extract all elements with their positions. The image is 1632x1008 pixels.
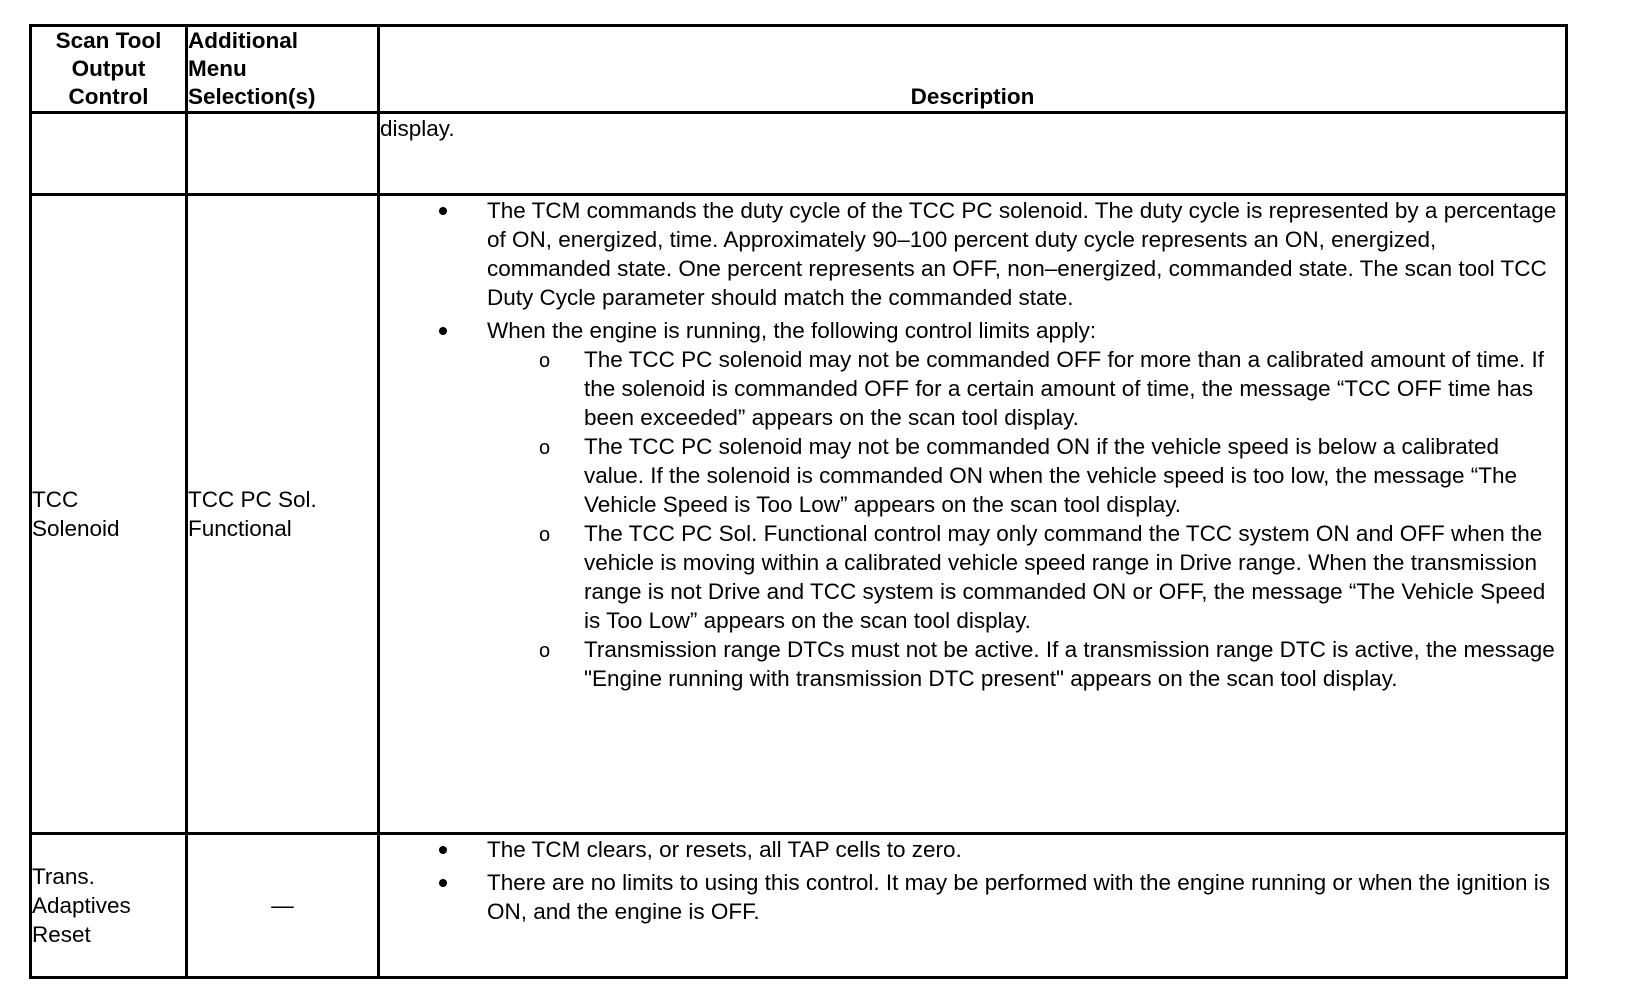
circle-bullet-icon: o xyxy=(539,437,551,459)
bullet-list xyxy=(380,835,1565,926)
sub-list-item: o The TCC PC solenoid may not be commanded OFF for more than a calibrated amount of time. If the solenoid is commanded OFF for a certain amount of time, the message “TCC OFF time has been exceeded” appears on the scan tool display. xyxy=(539,347,1545,430)
description-cell xyxy=(379,834,1567,978)
empty-cell xyxy=(187,113,379,195)
description-cell xyxy=(379,195,1567,834)
bullet-list xyxy=(380,196,1565,693)
list-item: When the engine is running, the following control limits apply: o The TCC PC solenoid may not be commanded OFF for more than a calibrated amount of time. If the solenoid is commanded OFF for a certain amount of time, the message “TCC OFF time has been exceeded” appears on the scan tool display. o The TCC PC solenoid may not be commanded ON if the vehicle speed is below a calibrated value. If the solenoid is commanded ON when the vehicle speed is too low, the message “The Vehicle Speed is Too Low” appears on the scan tool display. o The TCC PC Sol. Functional control may only command the TCC system ON and OFF when the vehicle is moving within a calibrated vehicle speed range in Drive range. When the transmission range is not Drive and TCC system is commanded ON or OFF, the message “The Vehicle Speed is Too Low” appears on the scan tool display. o Transmission range DTCs must not be active. If a transmission range DTC is active, the message "Engine running with transmission DTC present" appears on the scan tool display. xyxy=(380,316,1565,693)
bullet-icon xyxy=(439,879,447,887)
header-scan-tool-output-control: Scan Tool Output Control xyxy=(31,26,187,113)
list-item: The TCM commands the duty cycle of the TCC PC solenoid. The duty cycle is represented by a percentage of ON, energized, time. Approximately 90–100 percent duty cycle represents an ON, energized, commanded state. One percent represents an OFF, non–energized, commanded state. The scan tool TCC Duty Cycle parameter should match the commanded state. xyxy=(380,196,1565,312)
header-row xyxy=(31,26,1567,113)
menu-selection-cell: — xyxy=(187,834,379,978)
output-control-cell: TCC Solenoid xyxy=(31,195,187,834)
bullet-icon xyxy=(439,327,447,335)
header-description: Description xyxy=(379,26,1567,113)
table-row xyxy=(31,113,1567,195)
circle-bullet-icon: o xyxy=(539,350,551,372)
circle-bullet-icon: o xyxy=(539,524,551,546)
sub-bullet-list xyxy=(487,345,1565,693)
continued-description: display. xyxy=(379,113,1567,195)
list-item: There are no limits to using this control. It may be performed with the engine running or when the ignition is ON, and the engine is OFF. xyxy=(380,868,1565,926)
bullet-icon xyxy=(439,846,447,854)
table-row xyxy=(31,195,1567,834)
header-additional-menu-selections: Additional Menu Selection(s) xyxy=(187,26,379,113)
circle-bullet-icon: o xyxy=(539,640,551,662)
output-control-cell: Trans. Adaptives Reset xyxy=(31,834,187,978)
scan-tool-output-control-table xyxy=(29,24,1568,979)
sub-list-item: o The TCC PC Sol. Functional control may only command the TCC system ON and OFF when the vehicle is moving within a calibrated vehicle speed range in Drive range. When the transmission range is not Drive and TCC system is commanded ON or OFF, the message “The Vehicle Speed is Too Low” appears on the scan tool display. xyxy=(539,521,1546,633)
sub-list-item: o The TCC PC solenoid may not be commanded ON if the vehicle speed is below a calibrated value. If the solenoid is commanded ON when the vehicle speed is too low, the message “The Vehicle Speed is Too Low” appears on the scan tool display. xyxy=(539,434,1518,517)
menu-selection-cell: TCC PC Sol. Functional xyxy=(187,195,379,834)
sub-list-item: o Transmission range DTCs must not be active. If a transmission range DTC is active, the message "Engine running with transmission DTC present" appears on the scan tool display. xyxy=(539,637,1555,691)
bullet-icon xyxy=(439,207,447,215)
table-row xyxy=(31,834,1567,978)
list-item: The TCM clears, or resets, all TAP cells to zero. xyxy=(380,835,1565,864)
empty-cell xyxy=(31,113,187,195)
